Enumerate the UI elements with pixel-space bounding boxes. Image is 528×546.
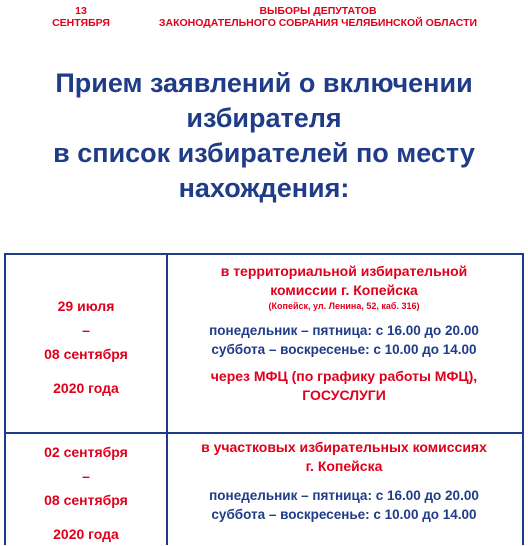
election-title-line1: ВЫБОРЫ ДЕПУТАТОВ bbox=[259, 5, 377, 17]
row1-place-line1: в территориальной избирательной bbox=[220, 263, 468, 279]
row2-place-line2: г. Копейска bbox=[305, 458, 383, 474]
row1-place-line2: комиссии г. Копейска bbox=[270, 282, 418, 298]
row2-schedule-weekdays: понедельник – пятница: с 16.00 до 20.00 bbox=[209, 488, 479, 503]
row1-dates bbox=[6, 294, 166, 400]
page-title-line2: избирателя bbox=[186, 103, 342, 133]
row2-dates bbox=[6, 440, 166, 546]
page-title-line4: нахождения: bbox=[178, 173, 350, 203]
row1-schedule-weekend: суббота – воскресенье: с 10.00 до 14.00 bbox=[211, 342, 477, 357]
row2-schedule-weekend: суббота – воскресенье: с 10.00 до 14.00 bbox=[211, 507, 477, 522]
election-title bbox=[148, 5, 488, 29]
election-date-month: СЕНТЯБРЯ bbox=[52, 17, 110, 29]
row2-place-line1: в участковых избирательных комиссиях bbox=[201, 439, 487, 455]
row2-date-end: 08 сентября bbox=[44, 492, 128, 508]
table-row-divider bbox=[4, 432, 524, 434]
election-date-day: 13 bbox=[75, 5, 87, 17]
row2-details bbox=[168, 438, 520, 524]
row1-extra-line1: через МФЦ (по графику работы МФЦ), bbox=[210, 368, 478, 384]
row1-schedule-weekdays: понедельник – пятница: с 16.00 до 20.00 bbox=[209, 323, 479, 338]
row2-year: 2020 года bbox=[53, 526, 119, 542]
row1-date-start: 29 июля bbox=[57, 298, 115, 314]
row1-details bbox=[168, 262, 520, 405]
row1-extra-line2: ГОСУСЛУГИ bbox=[302, 387, 386, 403]
row1-year: 2020 года bbox=[53, 380, 119, 396]
page-title bbox=[0, 66, 528, 206]
row2-dash: – bbox=[82, 468, 90, 484]
row2-date-start: 02 сентября bbox=[44, 444, 128, 460]
page-title-line1: Прием заявлений о включении bbox=[55, 68, 473, 98]
row1-dash: – bbox=[82, 322, 90, 338]
election-date bbox=[48, 5, 114, 29]
election-title-line2: ЗАКОНОДАТЕЛЬНОГО СОБРАНИЯ ЧЕЛЯБИНСКОЙ ОБЛАСТИ bbox=[158, 17, 478, 29]
row1-address: (Копейск, ул. Ленина, 52, каб. 316) bbox=[268, 301, 420, 311]
row1-date-end: 08 сентября bbox=[44, 346, 128, 362]
page-title-line3: в список избирателей по месту bbox=[53, 138, 475, 168]
